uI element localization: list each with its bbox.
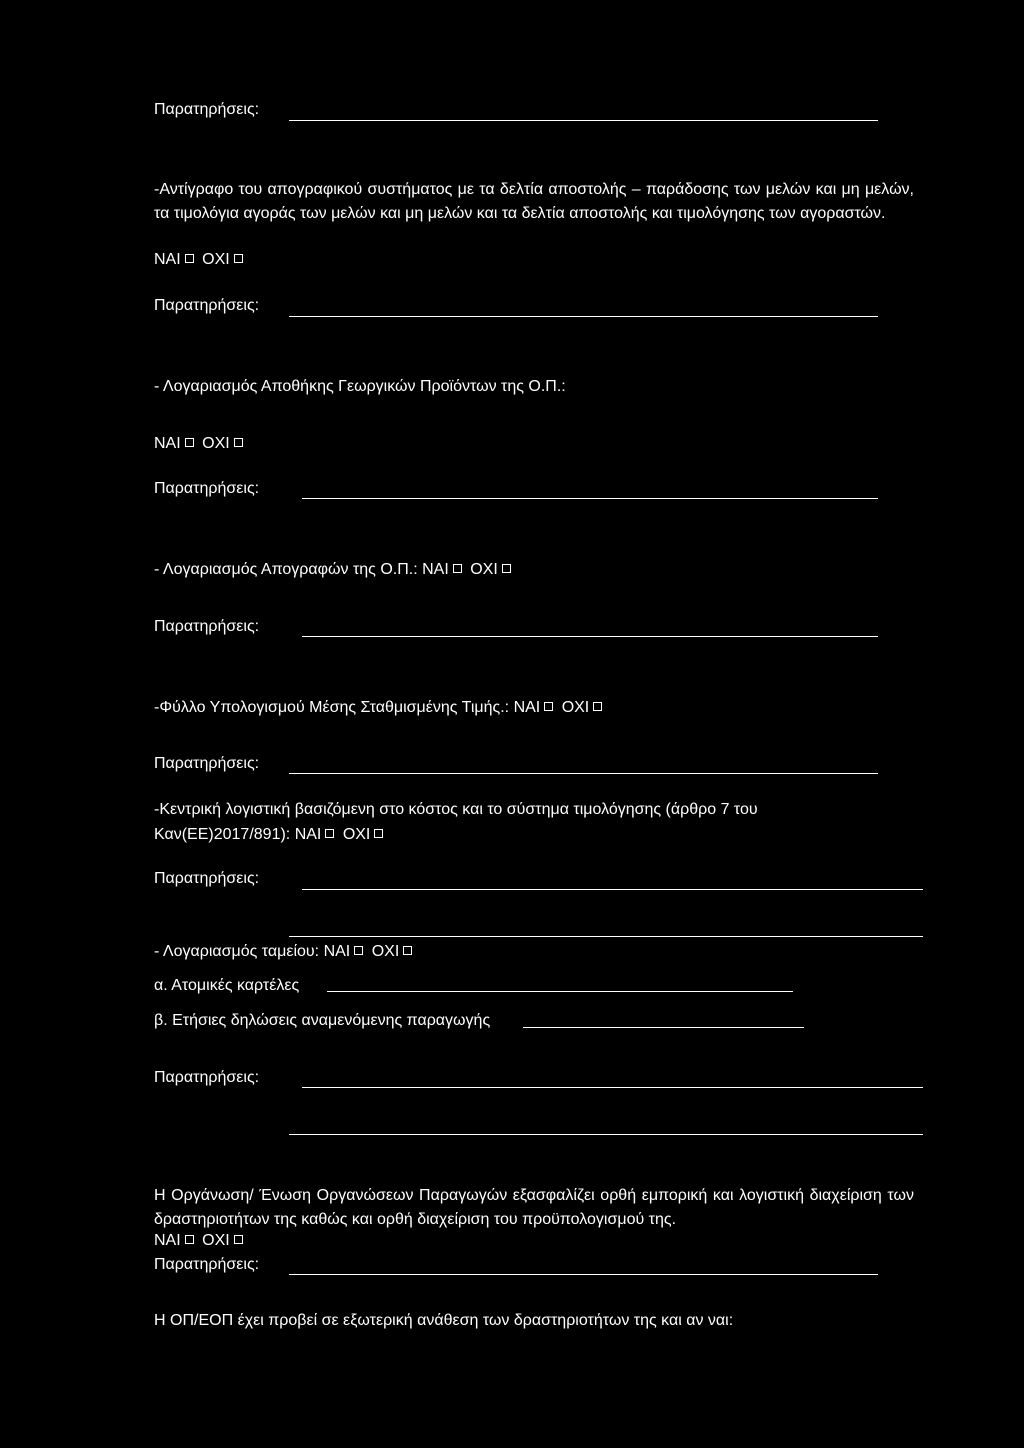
- no-label: ΟΧΙ: [342, 826, 371, 843]
- copy-system-text: -Αντίγραφο του απογραφικού συστήματος με τα δελτία αποστολής – παράδοσης των μελών και μη μελών, τα τιμολόγια αγοράς των μελών και μη μελών και τα δελτία αποστολής και τιμολόγησης των αγοραστών.: [154, 181, 914, 222]
- remarks-label: Παρατηρήσεις:: [154, 101, 260, 118]
- remarks-label: Παρατηρήσεις:: [154, 297, 260, 314]
- org-management-text: Η Οργάνωση/ Ένωση Οργανώσεων Παραγωγών εξασφαλίζει ορθή εμπορική και λογιστική διαχείριση των δραστηριοτήτων της καθώς και ορθή διαχείριση του προϋπολογισμού της.: [154, 1187, 914, 1228]
- remarks-line[interactable]: [302, 636, 878, 637]
- no-label: ΟΧΙ: [202, 1232, 230, 1249]
- yes-no-options: [154, 248, 247, 272]
- remarks-label: Παρατηρήσεις:: [154, 755, 260, 772]
- yes-label: ΝΑΙ: [154, 435, 181, 452]
- central-accounting-reg: Καν(ΕΕ)2017/891):: [154, 826, 291, 843]
- central-accounting-line1: -Κεντρική λογιστική βασιζόμενη στο κόστος και το σύστημα τιμολόγησης (άρθρο 7 του: [154, 801, 758, 818]
- yes-label: ΝΑΙ: [513, 699, 541, 716]
- no-checkbox[interactable]: [593, 702, 602, 711]
- no-checkbox[interactable]: [374, 829, 383, 838]
- yes-no-options: [154, 432, 247, 456]
- yes-checkbox[interactable]: [354, 946, 363, 955]
- yes-label: ΝΑΙ: [154, 251, 181, 268]
- individual-cards-line[interactable]: [327, 991, 793, 992]
- remarks-label: Παρατηρήσεις:: [154, 870, 260, 887]
- yes-checkbox[interactable]: [453, 564, 462, 573]
- no-checkbox[interactable]: [502, 564, 511, 573]
- avg-price-row: [154, 696, 606, 720]
- no-label: ΟΧΙ: [561, 699, 590, 716]
- remarks-line[interactable]: [302, 1087, 923, 1088]
- inventory-account-row: [154, 558, 515, 582]
- remarks-line-2[interactable]: [289, 936, 923, 937]
- remarks-label: Παρατηρήσεις:: [154, 1256, 260, 1273]
- remarks-line[interactable]: [302, 498, 878, 499]
- annual-declarations-text: β. Ετήσιες δηλώσεις αναμενόμενης παραγωγής: [154, 1012, 491, 1029]
- cash-account-row: [154, 940, 416, 964]
- annual-declarations-line[interactable]: [523, 1027, 804, 1028]
- yes-label: ΝΑΙ: [422, 561, 449, 578]
- individual-cards-text: α. Ατομικές καρτέλες: [154, 977, 300, 994]
- inventory-account-text: - Λογαριασμός Απογραφών της Ο.Π.:: [154, 561, 418, 578]
- no-label: ΟΧΙ: [202, 251, 230, 268]
- remarks-line[interactable]: [289, 316, 878, 317]
- no-checkbox[interactable]: [234, 438, 243, 447]
- yes-checkbox[interactable]: [544, 702, 553, 711]
- yes-label: ΝΑΙ: [294, 826, 322, 843]
- avg-price-text: -Φύλλο Υπολογισμού Μέσης Σταθμισμένης Τιμής.:: [154, 699, 510, 716]
- warehouse-account-text: - Λογαριασμός Αποθήκης Γεωργικών Προϊόντων της Ο.Π.:: [154, 378, 566, 395]
- yes-label: ΝΑΙ: [323, 943, 351, 960]
- no-label: ΟΧΙ: [470, 561, 498, 578]
- central-accounting-line2: [154, 823, 387, 847]
- remarks-line[interactable]: [289, 120, 878, 121]
- no-label: ΟΧΙ: [202, 435, 230, 452]
- yes-no-options: [154, 1229, 247, 1253]
- remarks-label: Παρατηρήσεις:: [154, 480, 260, 497]
- remarks-line[interactable]: [302, 889, 923, 890]
- yes-checkbox[interactable]: [325, 829, 334, 838]
- no-checkbox[interactable]: [403, 946, 412, 955]
- outsourcing-text: Η ΟΠ/ΕΟΠ έχει προβεί σε εξωτερική ανάθεση των δραστηριοτήτων της και αν ναι:: [154, 1312, 734, 1329]
- yes-checkbox[interactable]: [185, 438, 194, 447]
- no-checkbox[interactable]: [234, 254, 243, 263]
- no-label: ΟΧΙ: [371, 943, 400, 960]
- yes-checkbox[interactable]: [185, 1235, 194, 1244]
- yes-checkbox[interactable]: [185, 254, 194, 263]
- cash-account-text: - Λογαριασμός ταμείου:: [154, 943, 320, 960]
- no-checkbox[interactable]: [234, 1235, 243, 1244]
- remarks-line[interactable]: [289, 1274, 878, 1275]
- remarks-line[interactable]: [289, 773, 878, 774]
- yes-label: ΝΑΙ: [154, 1232, 181, 1249]
- remarks-label: Παρατηρήσεις:: [154, 1069, 260, 1086]
- remarks-line-2[interactable]: [289, 1134, 923, 1135]
- remarks-label: Παρατηρήσεις:: [154, 618, 260, 635]
